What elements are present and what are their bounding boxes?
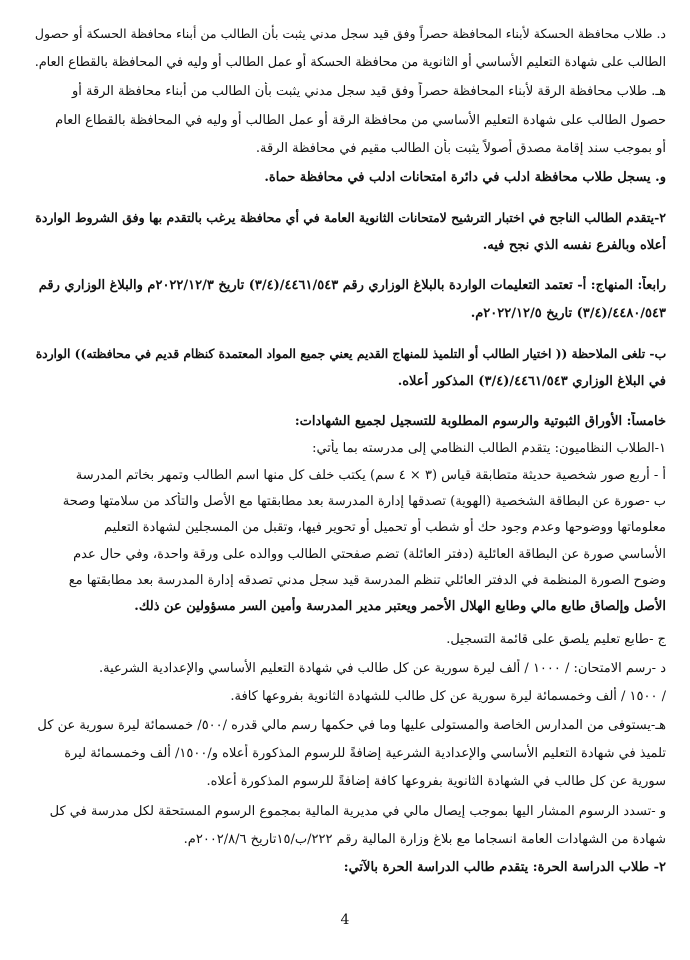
- text-line: و. يسجل طلاب محافظة ادلب في دائرة امتحانات ادلب في محافظة حماة.: [264, 170, 666, 185]
- text-line: في البلاغ الوزاري ٤٤٦١/٥٤٣/(٣/٤) المذكور أعلاه.: [397, 374, 666, 389]
- text-line: رابعاً: المنهاج: أ- تعتمد التعليمات الواردة بالبلاغ الوزاري رقم ٤٤٦١/٥٤٣/(٣/٤) تاريخ ٢٠٢٢/١٢/٣م والبلاغ الوزاري رقم: [38, 278, 666, 293]
- text-line: ٢-يتقدم الطالب الناجح في اختبار الترشيح لامتحانات الثانوية العامة في أي محافظة يرغب بالتقدم بها وفق الشروط الواردة: [35, 210, 666, 225]
- text-line: و -تسدد الرسوم المشار اليها بموجب إيصال مالي في مديرية المالية بمجموع الرسوم المستحقة لكل مدرسة في كل: [49, 804, 666, 819]
- text-line: شهادة من الشهادات العامة انسجاما مع بلاغ وزارة المالية رقم ٢٢٢/ب/١٥تاريخ ٢٠٠٢/٨/٦م.: [183, 832, 666, 847]
- text-line: أ - أربع صور شخصية حديثة متطابقة قياس (٣ × ٤ سم) يكتب خلف كل منها اسم الطالب وتمهر بخاتم المدرسة: [75, 468, 666, 483]
- text-line: أو بموجب سند إقامة مصدق أصولاً يثبت بأن الطالب مقيم في محافظة الرقة.: [255, 141, 666, 156]
- text-line: الأصل وإلصاق طابع مالي وطابع الهلال الأحمر ويعتبر مدير المدرسة وأمين السر مسؤولين عن ذلك.: [134, 599, 666, 614]
- text-line: ٢- طلاب الدراسة الحرة: يتقدم طالب الدراسة الحرة بالآتي:: [343, 860, 666, 875]
- text-line: حصول الطالب على شهادة التعليم الأساسي من محافظة الرقة أو عمل الطالب أو وليه في المحافظة بالقطاع العام: [55, 113, 666, 128]
- text-line: الطالب على شهادة التعليم الأساسي أو الثانوية من محافظة الحسكة أو عمل الطالب أو وليه في المحافظة بالقطاع العام.: [34, 55, 666, 70]
- text-line: ١-الطلاب النظاميون: يتقدم الطالب النظامي إلى مدرسته بما يأتي:: [312, 441, 666, 456]
- text-line: ج -طابع تعليم يلصق على قائمة التسجيل.: [446, 632, 666, 647]
- text-line: معلوماتها ووضوحها وعدم وجود حك أو شطب أو تحميل أو تحوير فيها، وتقبل من المسجلين لشهادة التعليم: [103, 520, 666, 535]
- section-heading: خامساً: الأوراق الثبوتية والرسوم المطلوبة للتسجيل لجميع الشهادات:: [294, 414, 666, 429]
- text-line: تلميذ في شهادة التعليم الأساسي والإعدادية الشرعية إضافةً للرسوم المذكورة أعلاه و/١٥٠٠/ ألف وخمسمائة ليرة: [64, 746, 666, 761]
- text-line: سورية عن كل طالب في الشهادة الثانوية بفروعها كافة إضافةً للرسوم المذكورة أعلاه.: [206, 774, 666, 789]
- text-line: د -رسم الامتحان: / ١٠٠٠ / ألف ليرة سورية عن كل طالب في شهادة التعليم الأساسي والإعدادية الشرعية.: [99, 661, 666, 676]
- page-number: 4: [340, 912, 350, 928]
- text-line: ب -صورة عن البطاقة الشخصية (الهوية) تصدقها إدارة المدرسة بعد مطابقتها مع الأصل والتأكد من سلامتها وصحة: [62, 494, 666, 509]
- text-line: أعلاه وبالفرع نفسه الذي نجح فيه.: [482, 238, 666, 253]
- text-line: ٤٤٨٠/٥٤٣/(٣/٤) تاريخ ٢٠٢٢/١٢/٥م.: [470, 306, 666, 321]
- text-line: هـ. طلاب محافظة الرقة لأبناء المحافظة حصراً وفق قيد سجل مدني يثبت بأن الطالب من أبناء محافظة الرقة أو: [71, 84, 666, 99]
- text-line: د. طلاب محافظة الحسكة لأبناء المحافظة حصراً وفق قيد سجل مدني يثبت بأن الطالب من أبناء محافظة الحسكة أو حصول: [34, 26, 666, 41]
- text-line: / ١٥٠٠ / ألف وخمسمائة ليرة سورية عن كل طالب للشهادة الثانوية بفروعها كافة.: [230, 689, 666, 704]
- text-line: ب- تلغى الملاحظة (( اختيار الطالب أو التلميذ للمنهاج القديم يعني جميع المواد المعتمدة كنظام قديم في محافظته)) الواردة: [35, 346, 666, 361]
- text-line: هـ-يستوفى من المدارس الخاصة والمستولى عليها وما في حكمها رسم مالي قدره /٥٠٠/ خمسمائة ليرة سورية عن كل: [37, 718, 666, 733]
- text-line: الأساسي صورة عن البطاقة العائلية (دفتر العائلة) تضم صفحتي الطالب ووالده على ورقة واحدة، وفي حال عدم: [73, 547, 666, 562]
- text-line: وضوح الصورة المنظمة في الدفتر العائلي تنظم المدرسة قيد سجل مدني تصدقه إدارة المدرسة بعد مطابقتها مع: [68, 573, 666, 588]
